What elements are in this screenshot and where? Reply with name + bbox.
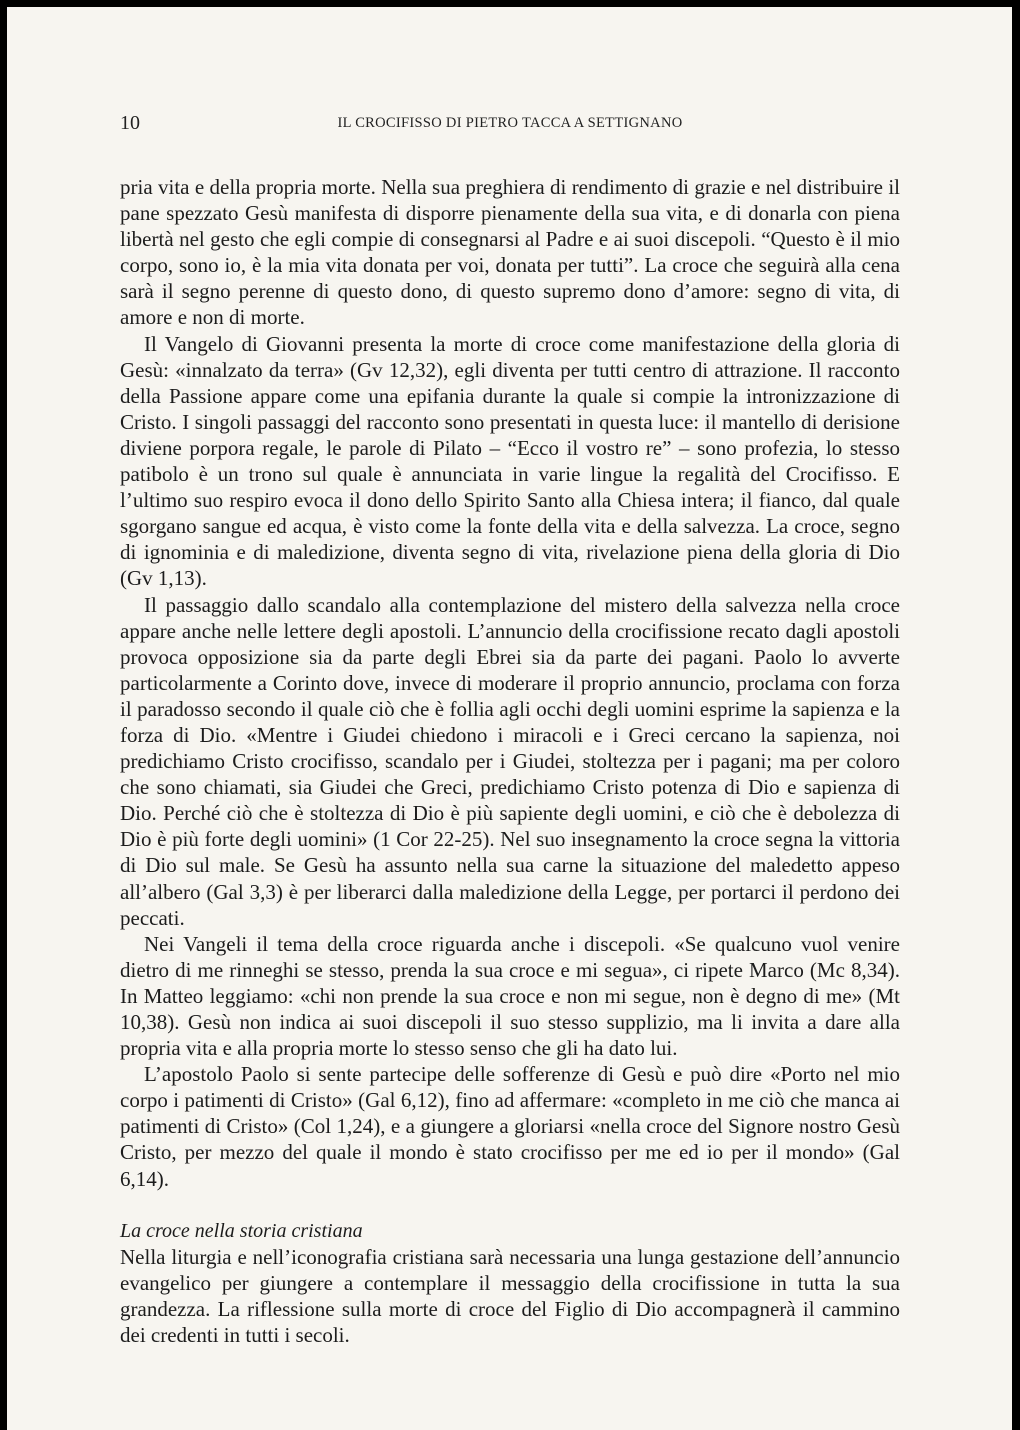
running-head (120, 112, 900, 138)
paragraph-3: Il passaggio dallo scandalo alla contemplazione del mistero della salvezza nella croce appare anche nelle lettere degli apostoli. L’annuncio della crocifissione recato dagli apostoli provoca opposizione sia da parte degli Ebrei sia da parte dei pagani. Paolo lo avverte particolarmente a Corinto dove, invece di moderare il proprio annuncio, proclama con forza il paradosso secondo il quale ciò che è follia agli occhi degli uomini esprime la sapienza e la forza di Dio. «Mentre i Giudei chiedono i miracoli e i Greci cercano la sapienza, noi predichiamo Cristo crocifisso, scandalo per i Giudei, stoltezza per i pagani; ma per coloro che sono chiamati, sia Giudei che Greci, predichiamo Cristo potenza di Dio e sapienza di Dio. Perché ciò che è stoltezza di Dio è più sapiente degli uomini, e ciò che è debolezza di Dio è più forte degli uomini» (1 Cor 22-25). Nel suo insegnamento la croce segna la vittoria di Dio sul male. Se Gesù ha assunto nella sua carne la situazione del maledetto appeso all’albero (Gal 3,3) è per liberarci dalla maledizione della Legge, per portarci il perdono dei peccati. (120, 592, 900, 930)
paragraph-1: pria vita e della propria morte. Nella sua preghiera di rendimento di grazie e nel distribuire il pane spezzato Gesù manifesta di disporre pienamente della sua vita, e di donarla con piena libertà nel gesto che egli compie di consegnarsi al Padre e ai suoi discepoli. “Questo è il mio corpo, sono io, è la mia vita donata per voi, donata per tutti”. La croce che seguirà alla cena sarà il segno perenne di questo dono, di questo supremo dono d’amore: segno di vita, di amore e non di morte. (120, 175, 900, 330)
paragraph-4: Nei Vangeli il tema della croce riguarda anche i discepoli. «Se qualcuno vuol venire dietro di me rinneghi se stesso, prenda la sua croce e mi segua», ci ripete Marco (Mc 8,34). In Matteo leggiamo: «chi non prende la sua croce e non mi segue, non è degno di me» (Mt 10,38). Gesù non indica ai suoi discepoli il suo stesso supplizio, ma li invita a dare alla propria vita e alla propria morte lo stesso senso che gli ha dato lui. (120, 931, 900, 1061)
paragraph-5: L’apostolo Paolo si sente partecipe delle sofferenze di Gesù e può dire «Porto nel mio corpo i patimenti di Cristo» (Gal 6,12), fino ad affermare: «completo in me ciò che manca ai patimenti di Cristo» (Col 1,24), e a giungere a gloriarsi «nella croce del Signore nostro Gesù Cristo, per mezzo del quale il mondo è stato crocifisso per me ed io per il mondo» (Gal 6,14). (120, 1062, 900, 1191)
page-number: 10 (120, 112, 140, 134)
running-title: IL CROCIFISSO DI PIETRO TACCA A SETTIGNANO (337, 115, 683, 131)
section-paragraph: Nella liturgia e nell’iconografia cristiana sarà necessaria una lunga gestazione dell’annuncio evangelico per giungere a contemplare il messaggio della crocifissione in tutta la sua grandezza. La riflessione sulla morte di croce del Figlio di Dio accompagnerà il cammino dei credenti in tutti i secoli. (120, 1244, 900, 1348)
body-text (120, 174, 900, 1348)
paragraph-2: Il Vangelo di Giovanni presenta la morte di croce come manifestazione della gloria di Gesù: «innalzato da terra» (Gv 12,32), egli diventa per tutti centro di attrazione. Il racconto della Passione appare come una epifania durante la quale si compie la intronizzazione di Cristo. I singoli passaggi del racconto sono presentati in questa luce: il mantello di derisione diviene porpora regale, le parole di Pilato – “Ecco il vostro re” – sono profezia, lo stesso patibolo è un trono sul quale è annunciata in varie lingue la regalità del Crocifisso. E l’ultimo suo respiro evoca il dono dello Spirito Santo alla Chiesa intera; il fianco, dal quale sgorgano sangue ed acqua, è visto come la fonte della vita e della salvezza. La croce, segno di ignominia e di maledizione, diventa segno di vita, rivelazione piena della gloria di Dio (Gv 1,13). (120, 331, 900, 591)
section-heading: La croce nella storia cristiana (120, 1219, 363, 1242)
book-page (7, 7, 1012, 1430)
